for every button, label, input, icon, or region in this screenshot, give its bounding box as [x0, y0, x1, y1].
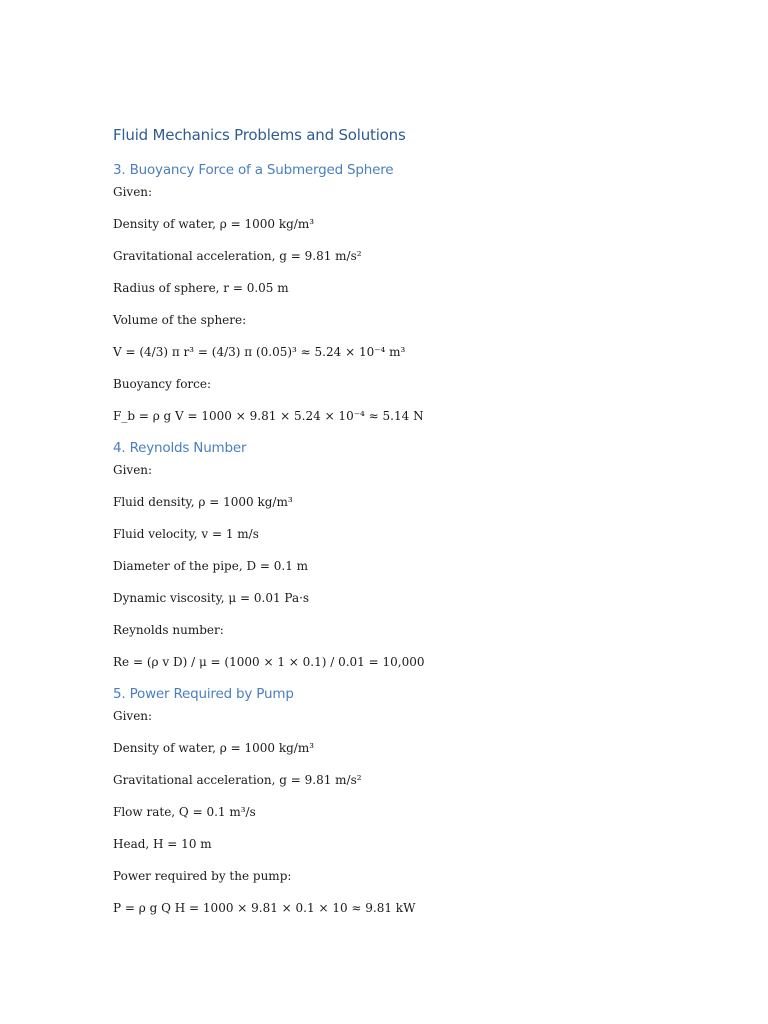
paragraph: Fluid velocity, v = 1 m/s: [113, 527, 259, 541]
paragraph: Gravitational acceleration, g = 9.81 m/s²: [113, 773, 362, 787]
paragraph: Volume of the sphere:: [113, 313, 247, 327]
document-title: Fluid Mechanics Problems and Solutions: [113, 126, 406, 144]
paragraph: Reynolds number:: [113, 623, 224, 637]
section-heading: 3. Buoyancy Force of a Submerged Sphere: [113, 162, 394, 178]
paragraph: Given:: [113, 463, 153, 477]
formula: F_b = ρ g V = 1000 × 9.81 × 5.24 × 10⁻⁴ ≈ 5.14 N: [113, 409, 424, 423]
paragraph: Fluid density, ρ = 1000 kg/m³: [113, 495, 293, 509]
formula: P = ρ g Q H = 1000 × 9.81 × 0.1 × 10 ≈ 9.81 kW: [113, 901, 416, 915]
paragraph: Density of water, ρ = 1000 kg/m³: [113, 741, 315, 755]
formula: V = (4/3) π r³ = (4/3) π (0.05)³ ≈ 5.24 × 10⁻⁴ m³: [113, 345, 406, 359]
section-reynolds: [113, 438, 713, 670]
paragraph: Head, H = 10 m: [113, 837, 212, 851]
section-heading: 4. Reynolds Number: [113, 440, 247, 456]
section-heading: 5. Power Required by Pump: [113, 686, 294, 702]
paragraph: Radius of sphere, r = 0.05 m: [113, 281, 289, 295]
paragraph: Flow rate, Q = 0.1 m³/s: [113, 805, 256, 819]
document-page: [113, 124, 713, 916]
paragraph: Density of water, ρ = 1000 kg/m³: [113, 217, 315, 231]
paragraph: Buoyancy force:: [113, 377, 212, 391]
paragraph: Given:: [113, 709, 153, 723]
paragraph: Given:: [113, 185, 153, 199]
section-pump-power: [113, 684, 713, 916]
paragraph: Gravitational acceleration, g = 9.81 m/s²: [113, 249, 362, 263]
paragraph: Power required by the pump:: [113, 869, 292, 883]
section-buoyancy: [113, 160, 713, 424]
paragraph: Dynamic viscosity, μ = 0.01 Pa·s: [113, 591, 310, 605]
paragraph: Diameter of the pipe, D = 0.1 m: [113, 559, 309, 573]
formula: Re = (ρ v D) / μ = (1000 × 1 × 0.1) / 0.01 = 10,000: [113, 655, 425, 669]
